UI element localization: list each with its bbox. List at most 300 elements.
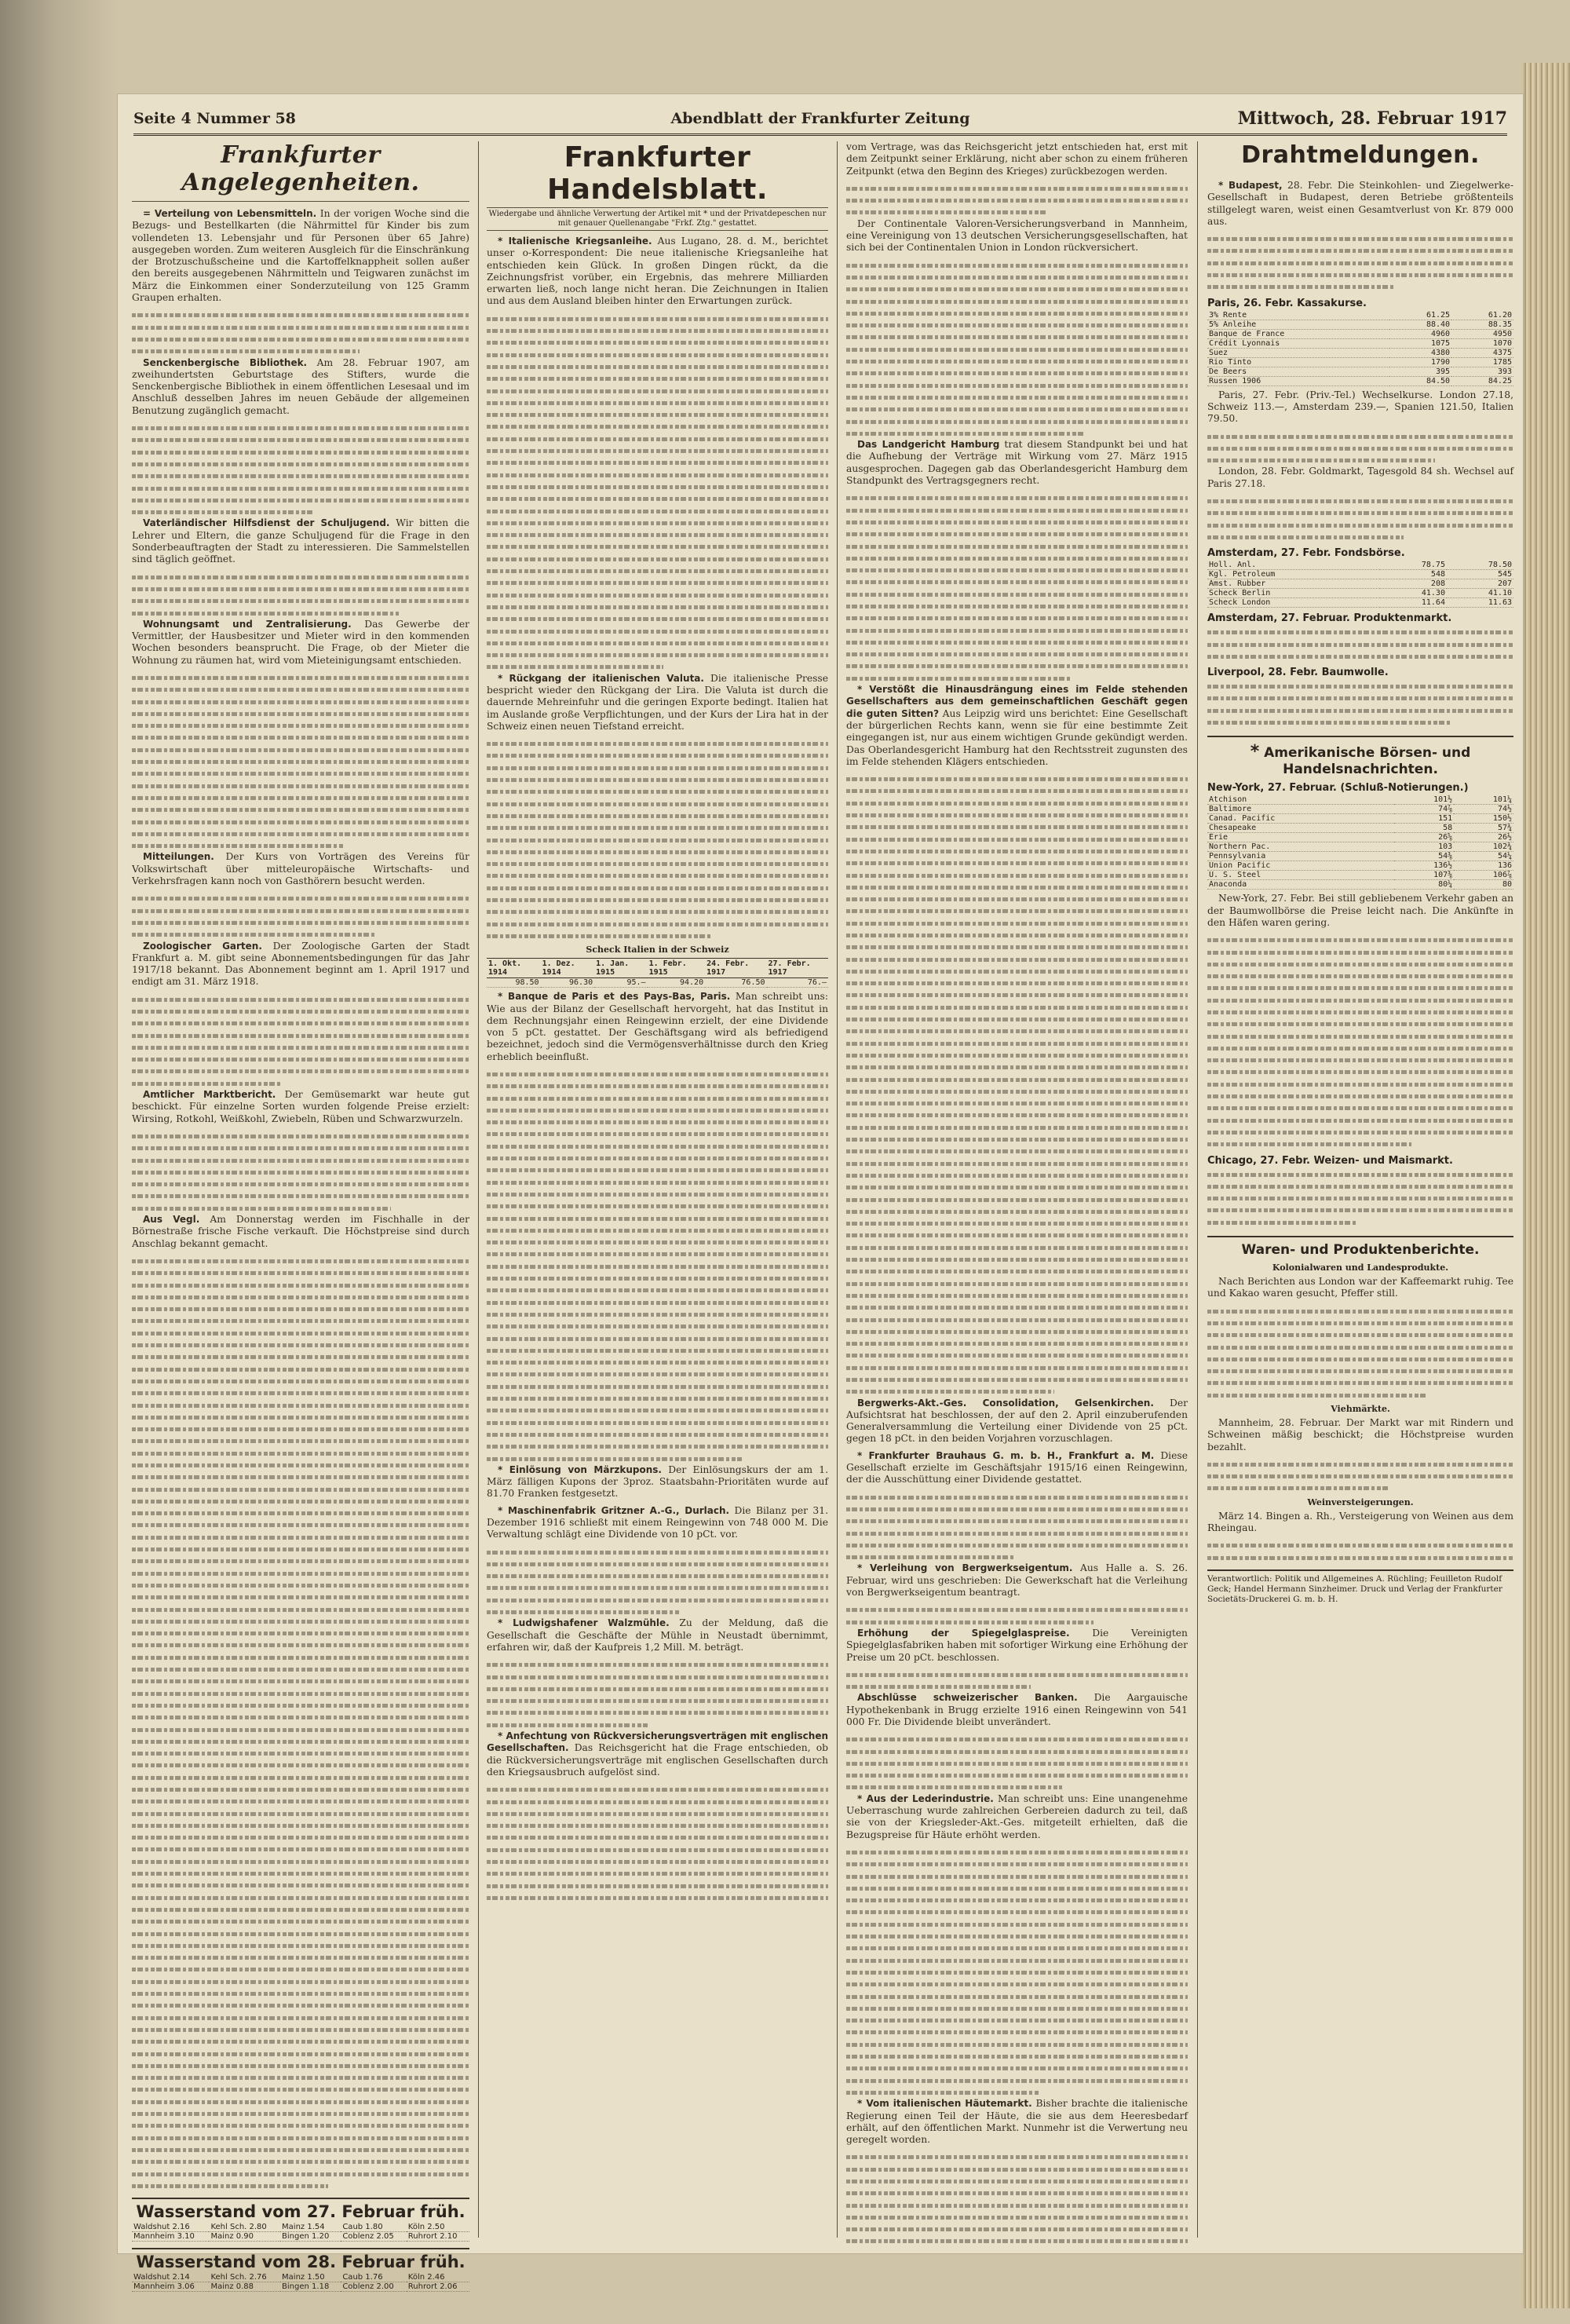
- table-row: [1207, 320, 1513, 329]
- text-line: [487, 1284, 828, 1295]
- text-line: [132, 1339, 469, 1350]
- table-header-row: [487, 959, 828, 978]
- text-line: [487, 1152, 828, 1164]
- text-line: [132, 1053, 469, 1065]
- table-cell: Union Pacific: [1207, 861, 1394, 871]
- column-header: 1. Febr. 1915: [648, 959, 706, 978]
- market-title: Paris, 26. Febr. Kassakurse.: [1207, 297, 1367, 309]
- text-line: [846, 917, 1188, 929]
- text-line: [846, 809, 1188, 820]
- article: [132, 1089, 469, 1125]
- text-line: [846, 206, 1188, 217]
- text-line: [132, 1603, 469, 1615]
- text-line: [132, 2012, 469, 2023]
- table-cell: Mainz 0.88: [209, 2282, 280, 2292]
- article-body: Das Gewerbe der Vermittler, der Hausbesitzer und Mieter wird in den kommenden Wochen besonders beansprucht. Die Frage, ob der Mieter die Wohnung zu räumen hat, wird vom Mieteinigungsamt entschieden.: [132, 618, 469, 666]
- text-line: [846, 1097, 1188, 1109]
- text-line: [846, 1001, 1188, 1013]
- article: [487, 1617, 828, 1653]
- text-line: [1207, 1126, 1513, 1138]
- text-line: [1207, 1482, 1513, 1493]
- text-line: [487, 1200, 828, 1211]
- table-cell: Crédit Lyonnais: [1207, 338, 1389, 348]
- text-line: [846, 893, 1188, 904]
- text-line: [846, 1181, 1188, 1193]
- article-body: Am 28. Februar 1907, am zweihundertsten Geburtstage des Stifters, wurde die Senckenbergische Bibliothek in einem öffentlichen Lesesaal und im Anschluß desselben Jahres im neuen Gebäude der allgemeinen Benutzung zugänglich gemacht.: [132, 356, 469, 416]
- text-line: [132, 2083, 469, 2095]
- text-line: [487, 396, 828, 408]
- text-line: [487, 1260, 828, 1272]
- text-line: [846, 540, 1188, 552]
- table-cell: 150½: [1454, 814, 1513, 824]
- article: Paris, 27. Febr. (Priv.-Tel.) Wechselkurse. London 27.18, Schweiz 113.—, Amsterdam 239.—, Spanien 121.50, Italien 79.50.: [1207, 389, 1513, 425]
- text-line: [132, 816, 469, 828]
- text-line: [487, 1176, 828, 1188]
- article-lede: Wohnungsamt und Zentralisierung.: [143, 618, 352, 630]
- text-line: [487, 1380, 828, 1392]
- text-line: [846, 672, 1188, 684]
- text-line: [1207, 280, 1513, 292]
- text-line: [132, 1903, 469, 1915]
- text-line: [846, 1491, 1188, 1503]
- table-cell: De Beers: [1207, 367, 1389, 376]
- text-line: [846, 988, 1188, 1000]
- text-line: [846, 2050, 1188, 2062]
- text-line: [132, 1255, 469, 1266]
- article-lede: Mitteilungen.: [143, 851, 214, 863]
- text-line: [846, 1085, 1188, 1097]
- text-line: [132, 1178, 469, 1189]
- text-line: [1207, 269, 1513, 280]
- text-line: [1207, 1018, 1513, 1029]
- table-cell: 84.25: [1451, 376, 1513, 386]
- article-body: Aus Leipzig wird uns berichtet: Eine Gesellschaft der bürgerlichen Rechts kann, wenn sie für eine bestimmte Zeit eingegangen ist, nur aus einem wichtigen Grunde gekündigt werden. Das Oberlandesgericht Hamburg hat den Rechtsstreit zugunsten des im Felde stehenden Klägers entschieden.: [846, 707, 1188, 767]
- text-line: [487, 637, 828, 649]
- text-line: [846, 2175, 1188, 2187]
- text-line: [487, 1594, 828, 1606]
- text-line: [846, 648, 1188, 660]
- text-line: [132, 1795, 469, 1807]
- text-line: [132, 506, 469, 517]
- text-line: [846, 1205, 1188, 1217]
- table-cell: 102¾: [1454, 842, 1513, 852]
- text-line: [846, 1906, 1188, 1917]
- table-row: [1207, 570, 1513, 579]
- text-line: [132, 422, 469, 433]
- table-cell: 548: [1380, 570, 1447, 579]
- article: [846, 1692, 1188, 1728]
- article-lede: Amtlicher Marktbericht.: [143, 1089, 276, 1101]
- table-cell: 4960: [1389, 329, 1451, 338]
- page-header: [133, 105, 1507, 136]
- table-row: [1207, 795, 1513, 805]
- article: [487, 1464, 828, 1500]
- article-body: Der Einlösungskurs der am 1. März fälligen Kupons der 3proz. Staatsbahn-Prioritäten wurde auf 81.70 Franken festgesetzt.: [487, 1463, 828, 1500]
- text-line: [132, 731, 469, 743]
- table-cell: 107⅜: [1394, 871, 1454, 880]
- text-line: [132, 1154, 469, 1166]
- text-line: [487, 1683, 828, 1694]
- text-line: [1207, 1216, 1513, 1228]
- article: [487, 1730, 828, 1778]
- text-line: [132, 2168, 469, 2180]
- text-line: [846, 1978, 1188, 1990]
- text-line: [132, 494, 469, 506]
- article-lede: Vaterländischer Hilfsdienst der Schuljugend.: [143, 517, 390, 529]
- text-line: [487, 737, 828, 749]
- text-line: [846, 1349, 1188, 1361]
- article-lede: * Vom italienischen Häutemarkt.: [857, 2098, 1032, 2110]
- text-line: [1207, 626, 1513, 638]
- text-line: [846, 516, 1188, 528]
- text-line: [487, 589, 828, 601]
- text-line: [132, 916, 469, 928]
- text-line: [487, 553, 828, 565]
- text-line: [846, 1858, 1188, 1869]
- text-line: [846, 2234, 1188, 2246]
- text-line: [846, 403, 1188, 415]
- text-line: [132, 2119, 469, 2131]
- text-line: [132, 1951, 469, 1963]
- text-line: [487, 1344, 828, 1356]
- text-line: [846, 600, 1188, 612]
- article-body: Die Bilanz per 31. Dezember 1916 schließt mit einem Reingewinn von 748 000 M. Die Verwaltung schlägt eine Dividende von 10 pCt. vor.: [487, 1504, 828, 1540]
- text-line: [846, 1757, 1188, 1769]
- article: [846, 1398, 1188, 1445]
- column-header: 1. Dez. 1914: [541, 959, 595, 978]
- text-line: [1207, 970, 1513, 981]
- text-line: [132, 607, 469, 619]
- text-line: [487, 649, 828, 660]
- text-line: [132, 1963, 469, 1975]
- text-line: [487, 625, 828, 637]
- column-drahtmeldungen: [1207, 141, 1513, 2245]
- text-line: [1207, 958, 1513, 970]
- text-line: [487, 444, 828, 456]
- text-line: [487, 660, 828, 672]
- text-line: [846, 1361, 1188, 1373]
- text-line: [846, 1061, 1188, 1072]
- text-line: [487, 1140, 828, 1152]
- text-line: [487, 1606, 828, 1617]
- text-line: [487, 798, 828, 809]
- text-line: [1207, 1328, 1513, 1340]
- text-line: [846, 588, 1188, 600]
- text-line: [846, 283, 1188, 294]
- table-cell: 78.50: [1447, 561, 1513, 570]
- text-line: [846, 1217, 1188, 1229]
- article-body: Zu der Meldung, daß die Gesellschaft die Geschäfte der Mühle in Neustadt übernimmt, erfahren wir, daß der Kaufpreis 1,2 Mill. M. beträgt.: [487, 1617, 828, 1653]
- table-row: [1207, 561, 1513, 570]
- table-cell: 98.50: [487, 978, 541, 988]
- text-line: [846, 1882, 1188, 1894]
- text-line: [846, 881, 1188, 893]
- text-line: [846, 1049, 1188, 1061]
- table-cell: 78.75: [1380, 561, 1447, 570]
- text-line: [487, 1212, 828, 1224]
- text-line: [487, 773, 828, 785]
- text-line: [487, 1558, 828, 1569]
- text-line: [846, 2223, 1188, 2234]
- text-line: [132, 928, 469, 940]
- table-row: [1207, 367, 1513, 376]
- newspaper-page: [118, 94, 1523, 2292]
- text-line: [1207, 1204, 1513, 1215]
- text-line: [132, 2059, 469, 2071]
- table-row: [487, 978, 828, 988]
- article-lede: * Verstößt die Hinausdrängung eines im Felde stehenden Gesellschafters aus dem gemeinschaftlichen Geschäft gegen die guten Sitten?: [846, 684, 1188, 719]
- text-line: [846, 1277, 1188, 1289]
- text-line: [1207, 1102, 1513, 1113]
- text-line: [132, 1723, 469, 1735]
- text-line: [132, 1579, 469, 1591]
- text-line: [487, 1368, 828, 1379]
- text-line: [487, 1783, 828, 1795]
- text-line: [487, 456, 828, 468]
- text-line: [487, 1068, 828, 1080]
- text-line: [846, 1745, 1188, 1757]
- table-cell: 545: [1447, 570, 1513, 579]
- text-line: [1207, 704, 1513, 716]
- table-row: [1207, 311, 1513, 320]
- text-line: [132, 803, 469, 815]
- text-line: [132, 1077, 469, 1089]
- text-line: [487, 834, 828, 846]
- text-line: [846, 2026, 1188, 2037]
- table-cell: 101¼: [1454, 795, 1513, 805]
- text-line: [132, 1434, 469, 1446]
- article-lede: Erhöhung der Spiegelglaspreise.: [857, 1627, 1070, 1639]
- text-line: [1207, 244, 1513, 256]
- text-line: [846, 1954, 1188, 1966]
- table-cell: Caub 1.80: [341, 2223, 406, 2232]
- article: Der Continentale Valoren-Versicherungsverband in Mannheim, eine Vereinigung von 13 deutschen Versicherungsgesellschaften, hat sich bei der Continentalen Union in London rückversichert.: [846, 217, 1188, 254]
- section-title-draht: Drahtmeldungen.: [1241, 141, 1480, 169]
- article-lede: * Anfechtung von Rückversicherungsverträgen mit englischen Gesellschaften.: [487, 1730, 828, 1754]
- text-line: [487, 1164, 828, 1175]
- table-cell: 1790: [1389, 357, 1451, 367]
- table-cell: 1070: [1451, 338, 1513, 348]
- text-line: [132, 1675, 469, 1686]
- text-line: [1207, 1168, 1513, 1180]
- text-line: [487, 481, 828, 492]
- text-line: [487, 1891, 828, 1903]
- text-line: [846, 977, 1188, 988]
- text-line: [132, 1711, 469, 1723]
- text-line: [132, 767, 469, 779]
- text-line: [132, 719, 469, 731]
- article: [487, 1505, 828, 1541]
- table-cell: Suez: [1207, 348, 1389, 357]
- text-line: [132, 1531, 469, 1543]
- subsection-title: Weinversteigerungen.: [1307, 1496, 1414, 1507]
- table-cell: 26½: [1454, 833, 1513, 842]
- text-line: [846, 1037, 1188, 1049]
- text-line: [132, 1029, 469, 1041]
- text-line: [487, 1831, 828, 1843]
- text-line: [1207, 680, 1513, 692]
- text-line: [487, 1581, 828, 1593]
- text-line: [846, 1145, 1188, 1157]
- text-line: [846, 1073, 1188, 1085]
- text-line: [132, 1567, 469, 1579]
- article: [487, 236, 828, 308]
- text-line: [132, 1939, 469, 1951]
- article-lede: * Budapest,: [1218, 180, 1283, 191]
- text-line: [132, 433, 469, 445]
- table-cell: 61.25: [1389, 311, 1451, 320]
- imprint: Verantwortlich: Politik und Allgemeines A. Rüchling; Feuilleton Rudolf Geck; Handel Hermann Sinzheimer. Druck und Verlag der Frankfurter Societäts-Druckerei G. m. b. H.: [1207, 1569, 1513, 1605]
- article: [1207, 180, 1513, 228]
- section-title-waren: Waren- und Produktenberichte.: [1207, 1236, 1513, 1258]
- table-cell: 84.50: [1389, 376, 1451, 386]
- text-line: [487, 505, 828, 517]
- table-row: [1207, 348, 1513, 357]
- text-line: [846, 1241, 1188, 1253]
- text-line: [846, 904, 1188, 916]
- article-body: Man schreibt uns: Wie aus der Bilanz der Gesellschaft hervorgeht, hat das Institut in dem Rechnungsjahr einen Reingewinn erzielt, der eine Dividende von 5 pCt. gestattet. Der Geschäftsgang wird als befriedigend bezeichnet, jedoch sind die Vermögensverhältnisse durch den Krieg erheblich beeinflußt.: [487, 991, 828, 1062]
- text-line: [487, 1819, 828, 1831]
- text-line: [846, 259, 1188, 271]
- text-line: [1207, 1317, 1513, 1328]
- article-body: Die Vereinigten Spiegelglasfabriken haben mit sofortiger Wirkung eine Erhöhung der Preise um 20 pCt. beschlossen.: [846, 1627, 1188, 1663]
- text-line: [846, 1930, 1188, 1942]
- text-line: [846, 2074, 1188, 2086]
- text-line: [132, 1807, 469, 1819]
- text-line: [487, 1452, 828, 1464]
- text-line: [487, 1867, 828, 1879]
- table-cell: Coblenz 2.05: [341, 2232, 406, 2242]
- text-line: [132, 1663, 469, 1675]
- text-line: [132, 791, 469, 803]
- text-line: [846, 1157, 1188, 1169]
- table-row: [1207, 861, 1513, 871]
- text-line: [132, 1507, 469, 1518]
- article-lede: Zoologischer Garten.: [143, 940, 262, 952]
- text-line: [132, 1615, 469, 1627]
- text-line: [1207, 650, 1513, 662]
- text-line: [132, 2071, 469, 2083]
- text-line: [846, 784, 1188, 796]
- article: [846, 2098, 1188, 2146]
- article-lede: Aus Vegl.: [143, 1214, 200, 1226]
- article-lede: Bergwerks-Akt.-Ges. Consolidation, Gelsenkirchen.: [857, 1397, 1154, 1409]
- text-line: [132, 1771, 469, 1783]
- text-line: [132, 1423, 469, 1434]
- article: [487, 991, 828, 1063]
- market-title: Liverpool, 28. Febr. Baumwolle.: [1207, 667, 1389, 679]
- text-line: [487, 1428, 828, 1440]
- table-row: [1207, 833, 1513, 842]
- market-title: Amsterdam, 27. Februar. Produktenmarkt.: [1207, 612, 1452, 625]
- text-line: [487, 846, 828, 857]
- table-cell: 4380: [1389, 348, 1451, 357]
- article-body: Man schreibt uns: Eine unangenehme Ueberraschung wurde zahlreichen Gerbereien dadurch zu teil, daß sie von der Kriegsleder-Akt.-Ges. mitgeteilt erhielten, daß die Bezugspreise für Häute erhöht werden.: [846, 1792, 1188, 1840]
- text-line: [487, 905, 828, 917]
- article: [132, 619, 469, 667]
- table-cell: Erie: [1207, 833, 1394, 842]
- text-line: [487, 1416, 828, 1428]
- text-line: [846, 1603, 1188, 1615]
- text-line: [132, 1747, 469, 1759]
- text-line: [487, 1188, 828, 1200]
- text-line: [846, 427, 1188, 439]
- text-line: [132, 1387, 469, 1398]
- text-line: [846, 271, 1188, 283]
- text-line: [846, 833, 1188, 845]
- table-row: [1207, 357, 1513, 367]
- text-line: [132, 1891, 469, 1903]
- text-line: [846, 1551, 1188, 1562]
- article: [132, 357, 469, 417]
- text-line: [132, 1005, 469, 1017]
- market-title: New-York, 27. Februar. (Schluß-Notierungen.): [1207, 782, 1469, 795]
- table-cell: Mainz 1.50: [280, 2273, 341, 2282]
- article-body: Die italienische Presse bespricht wieder den Rückgang der Lira. Die Valuta ist durch die dauernde Mehreinfuhr und die geringen Exporte bedingt. Italien hat im Auslande große Verpflichtungen, und der Kurs der Lira hat in der Schweiz einen neuen Tiefstand erreicht.: [487, 672, 828, 732]
- text-line: [132, 470, 469, 481]
- text-line: [487, 565, 828, 576]
- water-level-table: [132, 2223, 469, 2242]
- table-cell: 96.30: [541, 978, 595, 988]
- table-cell: 11.63: [1447, 598, 1513, 608]
- table-cell: 57¾: [1454, 824, 1513, 833]
- text-line: [846, 2150, 1188, 2162]
- text-line: [846, 1325, 1188, 1337]
- table-row: [1207, 880, 1513, 890]
- table-cell: 94.20: [648, 978, 706, 988]
- text-line: [132, 1555, 469, 1566]
- text-line: [487, 1356, 828, 1368]
- table-cell: 4950: [1451, 329, 1513, 338]
- text-line: [132, 321, 469, 333]
- subsection-title: Kolonialwaren und Landesprodukte.: [1272, 1262, 1449, 1273]
- text-line: [132, 2096, 469, 2107]
- text-line: [487, 1320, 828, 1332]
- text-line: [846, 319, 1188, 331]
- text-line: [846, 1385, 1188, 1397]
- text-line: [1207, 1470, 1513, 1482]
- table-cell: 136½: [1394, 861, 1454, 871]
- text-line: [1207, 495, 1513, 506]
- text-line: [846, 1314, 1188, 1325]
- text-line: [846, 576, 1188, 587]
- text-line: [132, 1459, 469, 1471]
- article: London, 28. Febr. Goldmarkt, Tagesgold 84 sh. Wechsel auf Paris 27.18.: [1207, 466, 1513, 489]
- text-line: [487, 1880, 828, 1891]
- table-row: [1207, 376, 1513, 386]
- table-cell: Waldshut 2.16: [132, 2223, 209, 2232]
- text-line: [132, 2180, 469, 2191]
- table-cell: Köln 2.50: [407, 2223, 469, 2232]
- text-line: [132, 1327, 469, 1339]
- text-line: [1207, 1138, 1513, 1149]
- article-body: 28. Febr. Die Steinkohlen- und Ziegelwerke-Gesellschaft in Budapest, deren Betriebe größtenteils stillgelegt waren, weist einen Gesamtverlust von Kr. 879 000 aus.: [1207, 180, 1513, 227]
- table-row: [1207, 579, 1513, 589]
- text-line: [132, 1591, 469, 1602]
- table-row: [1207, 598, 1513, 608]
- text-line: [1207, 531, 1513, 543]
- text-line: [487, 1116, 828, 1127]
- table-cell: 54⅜: [1394, 852, 1454, 861]
- table-cell: 41.10: [1447, 589, 1513, 598]
- text-line: [132, 1303, 469, 1314]
- text-line: [846, 331, 1188, 342]
- text-line: [846, 1680, 1188, 1692]
- table-cell: 74⅞: [1394, 805, 1454, 814]
- text-line: [846, 845, 1188, 857]
- text-line: [132, 696, 469, 707]
- text-line: [846, 1265, 1188, 1277]
